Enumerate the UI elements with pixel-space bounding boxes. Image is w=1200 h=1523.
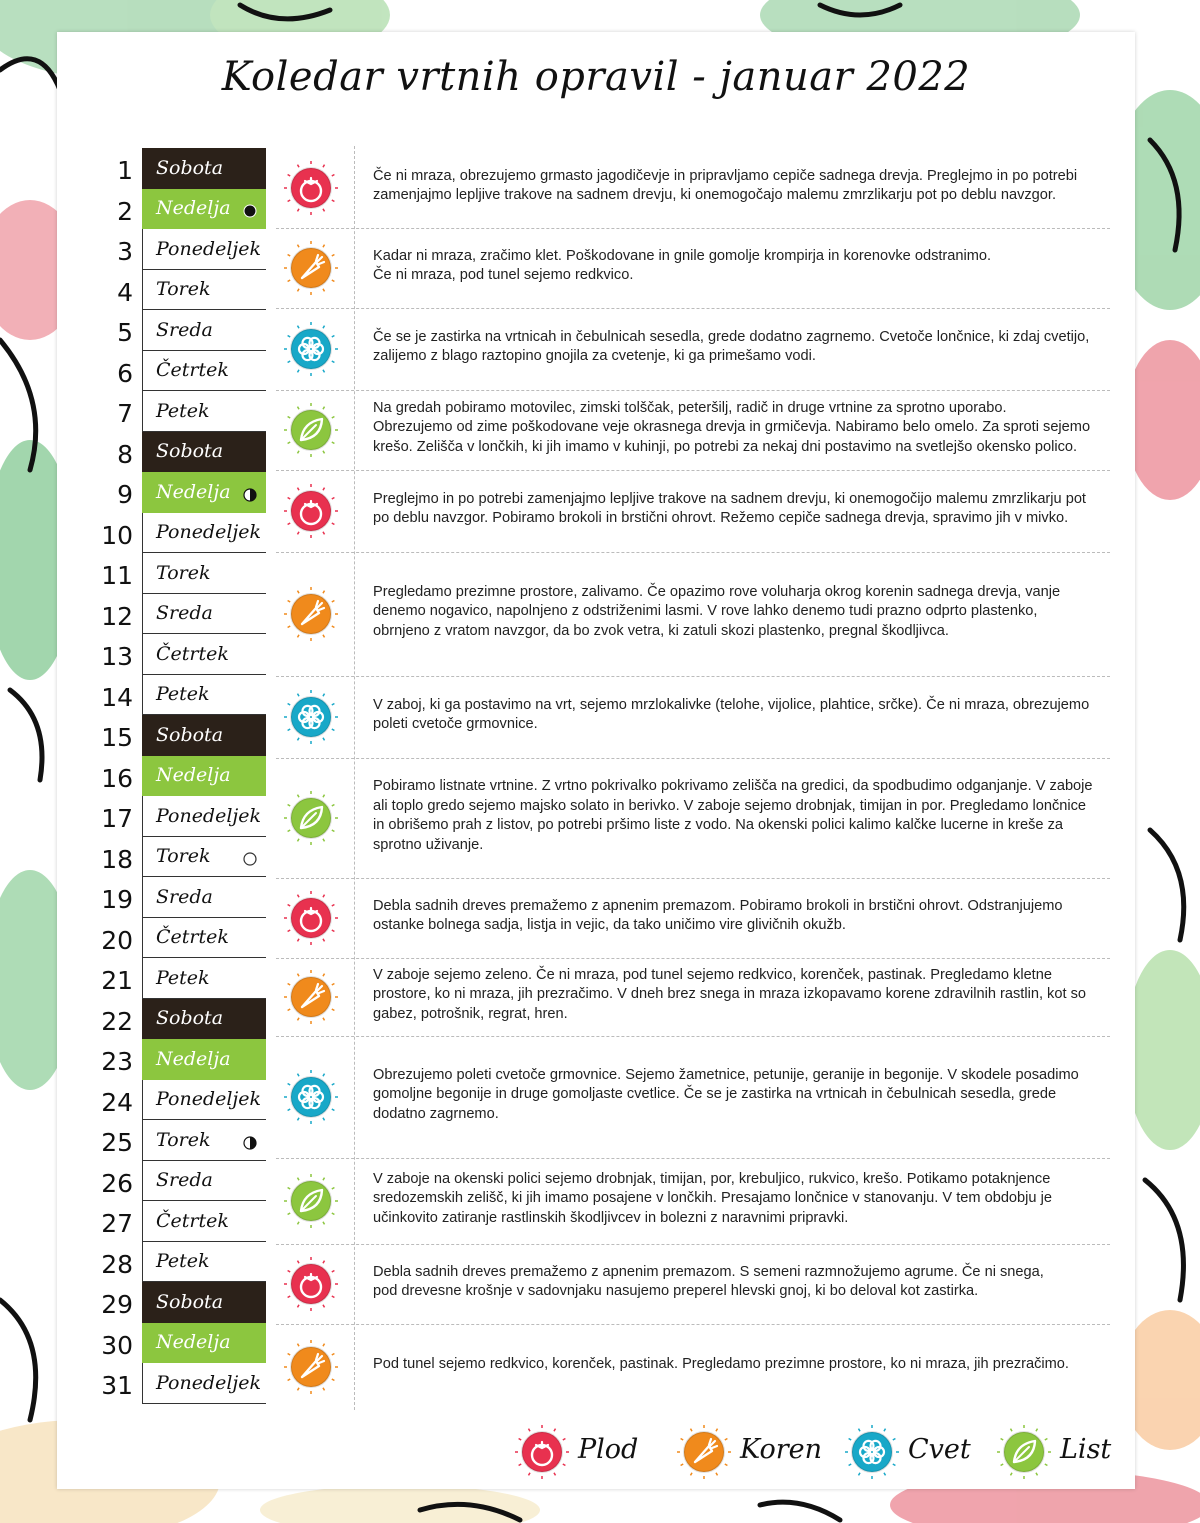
- day-number: 21: [101, 966, 133, 995]
- day-number: 30: [101, 1330, 133, 1360]
- day-number: 6: [117, 358, 133, 388]
- day-name-cell: [142, 1201, 266, 1242]
- moon-phase-first-quarter-icon: [243, 485, 257, 499]
- task-text: V zaboje na okenski polici sejemo drobnjak, timijan, por, krebuljico, rukvico, krešo. Potikamo potaknjence sredozemskih zelišč, ki jih imamo posajene v lončkih. Presajamo lončnice v stanovanju. V tem obdobju je učinkovito zatiranje rastlinskih škodljivcev in bolezni z naravnimi pripravki.: [373, 1170, 1052, 1226]
- list-icon: [996, 1424, 1052, 1480]
- day-name-cell: [142, 391, 266, 432]
- day-number: 27: [101, 1209, 133, 1238]
- day-number: 28: [101, 1249, 133, 1279]
- day-number: 18: [101, 844, 133, 874]
- list-icon: [283, 790, 339, 846]
- day-name-cell: [142, 270, 266, 311]
- day-name: Nedelja: [156, 1331, 231, 1354]
- day-name: Petek: [156, 683, 210, 706]
- task-text: Pobiramo listnate vrtnine. Z vrtno pokrivalko pokrivamo zelišča na gredici, da spodbudimo odganjanje. V zaboje ali toplo gredo sejemo majsko solato in berivko. V zaboje sejemo drobnjak, timijan in por. Pregledamo lončnice in obrišemo prah z listov, po potrebi pršimo liste z vodo. Na okenski polici kalimo kalčke lucerne in kreše za sprotno uživanje.: [373, 778, 1093, 853]
- day-name-cell: [142, 594, 266, 635]
- task-text: Če ni mraza, obrezujemo grmasto jagodičevje in pripravljamo cepiče sadnega drevja. Preglejmo in po potrebi zamenjajmo lepljive trakove na sadnem drevju, ki onemogočajo malemu zmrzlikarju pot po deblu navzgor.: [373, 167, 1078, 203]
- legend-label: List: [1060, 1434, 1112, 1465]
- day-number: 10: [101, 520, 133, 550]
- day-number: 24: [101, 1087, 133, 1117]
- task-separator: [276, 470, 1110, 471]
- day-name-cell: [142, 553, 266, 594]
- day-number: 13: [101, 642, 133, 671]
- day-number: 19: [101, 885, 133, 914]
- task-text: Debla sadnih dreves premažemo z apnenim premazom. Pobiramo brokoli in brstični ohrovt. Odstranjujemo ostanke bolnega sadja, listja in vejic, da tako uničimo vire glivičnih okužb.: [373, 897, 1063, 933]
- day-name-cell: [142, 877, 266, 918]
- day-name: Nedelja: [156, 764, 231, 787]
- day-number: 26: [101, 1168, 133, 1198]
- koren-icon: [283, 1339, 339, 1395]
- day-name: Sobota: [156, 156, 224, 179]
- day-name-cell: [142, 310, 266, 351]
- task-text: Na gredah pobiramo motovilec, zimski tolščak, peteršilj, radič in druge vrtnine za sprotno uporabo. Obrezujemo od zime poškodovane veje okrasnega drevja in grmičevja. Nabiramo belo omelo. Za sproti sejemo krešo. Zelišča v lončkih, ki jih imamo v kuhinji, po potrebi za nekaj dni postavimo na svetlejšo okensko polico.: [373, 399, 1091, 455]
- day-name: Nedelja: [156, 197, 231, 220]
- day-number: 9: [117, 480, 133, 509]
- koren-icon: [676, 1424, 732, 1480]
- day-number: 8: [117, 439, 133, 469]
- day-number: 2: [117, 196, 133, 226]
- day-number: 22: [101, 1006, 133, 1036]
- day-name-cell: [142, 1120, 266, 1161]
- task-separator: [276, 308, 1110, 309]
- day-name-cell: [142, 1080, 266, 1121]
- task-text: Pregledamo prezimne prostore, zalivamo. Če opazimo rove voluharja okrog korenin sadnega drevja, vanje denemo nogavico, napolnjeno z odstriženimi lasmi. V rove lahko denemo tudi prazno odprto plastenko, obrnjeno z vratom navzgor, da bo zvok vetra, ki zatuli skozi plastenko, pregnal škodljivca.: [373, 583, 1061, 639]
- day-number: 5: [117, 318, 133, 347]
- list-icon: [283, 1173, 339, 1229]
- day-name-cell: [142, 958, 266, 999]
- plod-icon: [283, 483, 339, 539]
- day-name: Sreda: [156, 885, 213, 908]
- day-name-cell: [142, 148, 266, 189]
- day-name: Četrtek: [156, 642, 229, 665]
- day-name: Sreda: [156, 1169, 213, 1192]
- day-name: Petek: [156, 399, 210, 422]
- day-number: 23: [101, 1047, 133, 1076]
- task-separator: [276, 1244, 1110, 1245]
- day-name-cell: [142, 1161, 266, 1202]
- task-text: V zaboj, ki ga postavimo na vrt, sejemo mrzlokalivke (telohe, vijolice, plahtice, srčke). Če ni mraza, obrezujemo poleti cvetoče grmovnice.: [373, 696, 1090, 732]
- day-name-cell: [142, 1323, 266, 1364]
- task-separator: [276, 1036, 1110, 1037]
- cvet-icon: [283, 321, 339, 377]
- page-title: Koledar vrtnih opravil - januar 2022: [221, 54, 971, 100]
- plod-icon: [283, 890, 339, 946]
- moon-phase-new-icon: [243, 201, 257, 215]
- day-name: Ponedeljek: [156, 1088, 262, 1111]
- task-separator: [276, 958, 1110, 959]
- task-separator: [276, 878, 1110, 879]
- day-name: Torek: [156, 1128, 211, 1151]
- task-separator: [276, 552, 1110, 553]
- task-separator: [276, 228, 1110, 229]
- day-number: 4: [117, 277, 133, 307]
- task-text: V zaboje sejemo zeleno. Če ni mraza, pod tunel sejemo redkvico, korenček, pastinak. Pregledamo kletne prostore, ko ni mraza, jih prezračimo. V dneh brez snega in mraza izkopavamo korene zdravilnih rastlin, kot so gabez, potrošnik, regrat, hren.: [373, 966, 1086, 1022]
- legend-label: Koren: [740, 1434, 822, 1465]
- day-name-cell: [142, 634, 266, 675]
- task-separator: [276, 390, 1110, 391]
- day-name: Četrtek: [156, 359, 229, 382]
- task-separator: [276, 1324, 1110, 1325]
- day-number: 25: [101, 1128, 133, 1157]
- day-name-cell: [142, 189, 266, 230]
- day-name-cell: [142, 756, 266, 797]
- legend-label: Cvet: [908, 1434, 971, 1465]
- plod-icon: [283, 160, 339, 216]
- day-name-cell: [142, 472, 266, 513]
- task-separator: [276, 758, 1110, 759]
- day-number: 20: [101, 925, 133, 955]
- cvet-icon: [283, 689, 339, 745]
- day-name: Nedelja: [156, 480, 231, 503]
- task-text: Pod tunel sejemo redkvico, korenček, pastinak. Pregledamo prezimne prostore, ko ni mraza, jih prezračimo.: [373, 1356, 1069, 1373]
- day-name-cell: [142, 351, 266, 392]
- task-separator: [276, 676, 1110, 677]
- plod-icon: [514, 1424, 570, 1480]
- day-name-cell: [142, 1363, 266, 1404]
- day-name: Petek: [156, 966, 210, 989]
- day-name-cell: [142, 1282, 266, 1323]
- koren-icon: [283, 969, 339, 1025]
- day-name-cell: [142, 432, 266, 473]
- day-name-cell: [142, 1242, 266, 1283]
- day-name-cell: [142, 918, 266, 959]
- day-name: Četrtek: [156, 1209, 229, 1232]
- koren-icon: [283, 586, 339, 642]
- task-text: Debla sadnih dreves premažemo z apnenim premazom. S semeni razmnožujemo agrume. Če ni snega, pod drevesne krošnje v sadovnjaku nasujemo preperel hlevski gnoj, ki bo deloval kot zastirka.: [373, 1263, 1044, 1299]
- task-text: Obrezujemo poleti cvetoče grmovnice. Sejemo žametnice, petunije, geranije in begonije. V skodele posadimo gomoljne begonije in druge gomoljaste cvetlice. Če se je zastirka na vrtnicah in čebulnicah sesedla, grede dodatno zagrnemo.: [373, 1066, 1079, 1122]
- day-name: Sreda: [156, 602, 213, 625]
- day-name-cell: [142, 513, 266, 554]
- day-name: Torek: [156, 845, 211, 868]
- day-number: 14: [101, 682, 133, 712]
- moon-phase-last-quarter-icon: [243, 1133, 257, 1147]
- list-icon: [283, 402, 339, 458]
- cvet-icon: [283, 1069, 339, 1125]
- koren-icon: [283, 240, 339, 296]
- day-number: 15: [101, 723, 133, 752]
- day-name-cell: [142, 675, 266, 716]
- day-number: 3: [117, 237, 133, 266]
- task-separator: [276, 1158, 1110, 1159]
- day-name: Ponedeljek: [156, 804, 262, 827]
- plod-icon: [283, 1256, 339, 1312]
- day-number: 7: [117, 399, 133, 428]
- day-name: Ponedeljek: [156, 521, 262, 544]
- day-name: Sobota: [156, 1007, 224, 1030]
- column-divider: [354, 146, 355, 1410]
- day-name-cell: [142, 796, 266, 837]
- day-number: 16: [101, 763, 133, 793]
- day-name-cell: [142, 715, 266, 756]
- day-name-cell: [142, 1039, 266, 1080]
- task-text: Kadar ni mraza, zračimo klet. Poškodovane in gnile gomolje krompirja in korenovke odstranimo. Če ni mraza, pod tunel sejemo redkvico.: [373, 247, 992, 283]
- day-name: Sobota: [156, 723, 224, 746]
- legend-label: Plod: [578, 1434, 639, 1465]
- day-number: 11: [101, 561, 133, 590]
- task-text: Če se je zastirka na vrtnicah in čebulnicah sesedla, grede dodatno zagrnemo. Cvetoče lončnice, ki zdaj cvetijo, zalijemo z blago raztopino gnojila za cvetenje, ki ga primešamo vodi.: [373, 328, 1090, 364]
- day-name: Torek: [156, 561, 211, 584]
- day-name-cell: [142, 999, 266, 1040]
- day-name: Četrtek: [156, 926, 229, 949]
- day-number: 17: [101, 804, 133, 833]
- task-text: Preglejmo in po potrebi zamenjajmo lepljive trakove na sadnem drevju, ki onemogočijo malemu zmrzlikarju pot po deblu navzgor. Pobiramo brokoli in brstični ohrovt. Režemo cepiče sadnega drevja, spravimo jih v mivko.: [373, 490, 1086, 526]
- day-name: Sreda: [156, 318, 213, 341]
- day-name-cell: [142, 229, 266, 270]
- day-number: 12: [101, 601, 133, 631]
- day-number: 29: [101, 1290, 133, 1319]
- day-name-cell: [142, 837, 266, 878]
- day-name: Petek: [156, 1250, 210, 1273]
- day-name: Ponedeljek: [156, 1371, 262, 1394]
- day-number: 31: [101, 1371, 133, 1400]
- day-name: Nedelja: [156, 1047, 231, 1070]
- day-name: Sobota: [156, 1290, 224, 1313]
- moon-phase-full-icon: [243, 849, 257, 863]
- day-name: Torek: [156, 278, 211, 301]
- day-number: 1: [117, 156, 133, 185]
- cvet-icon: [844, 1424, 900, 1480]
- day-name: Sobota: [156, 440, 224, 463]
- day-name: Ponedeljek: [156, 237, 262, 260]
